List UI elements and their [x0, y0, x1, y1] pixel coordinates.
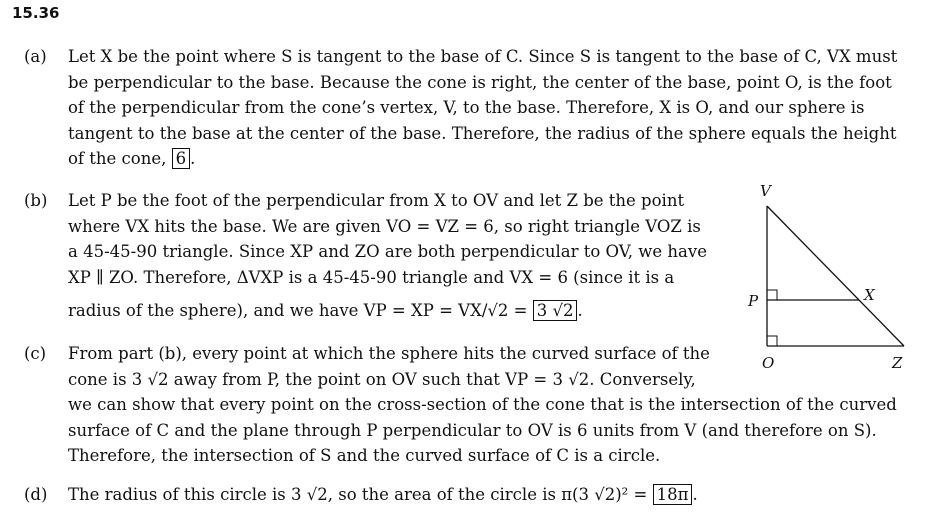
part-c-label: (c) — [24, 344, 47, 363]
part-b-line-3: a 45-45-90 triangle. Since XP and ZO are both perpendicular to OV, we have — [68, 242, 707, 262]
right-angle-marker-o — [767, 336, 777, 346]
label-z: Z — [892, 354, 903, 372]
label-o: O — [762, 354, 775, 372]
part-d-answer-box: 18π — [653, 484, 693, 505]
part-a-line-5-text: of the cone, — [68, 149, 167, 169]
part-c-line-4: surface of C and the plane through P perpendicular to OV is 6 units from V (and therefore on S). — [68, 420, 877, 440]
part-d-label: (d) — [24, 485, 48, 504]
part-c-line-5: Therefore, the intersection of S and the curved surface of C is a circle. — [68, 446, 661, 466]
right-angle-marker-p — [767, 290, 777, 300]
part-a-answer-box: 6 — [172, 148, 191, 169]
part-a-line-5: of the cone, 6 . — [68, 149, 196, 169]
label-v: V — [760, 182, 771, 200]
part-a-line-3: of the perpendicular from the cone’s vertex, V, to the base. Therefore, X is O, and our sphere is — [68, 98, 865, 118]
part-a-body — [68, 44, 897, 172]
part-c-line-1: From part (b), every point at which the sphere hits the curved surface of the — [68, 344, 710, 363]
part-c-line-3: we can show that every point on the cross-section of the cone that is the intersection of the curved — [68, 395, 897, 415]
part-a-label: (a) — [24, 47, 47, 66]
part-c-line-2: cone is 3 √2 away from P, the point on OV such that VP = 3 √2. Conversely, — [68, 369, 696, 389]
part-a-line-2: be perpendicular to the base. Because the cone is right, the center of the base, point O, is the foot — [68, 72, 892, 92]
problem-number: 15.36 — [12, 4, 60, 22]
part-b-line-5: radius of the sphere), and we have VP = XP = VX/√2 = 3 √2 . — [68, 301, 583, 321]
segment-vz — [767, 206, 904, 346]
part-a-line-4: tangent to the base at the center of the base. Therefore, the radius of the sphere equals the height — [68, 123, 897, 143]
part-a-line-1: Let X be the point where S is tangent to the base of C. Since S is tangent to the base of C, VX must — [68, 47, 898, 66]
part-b-body — [68, 188, 707, 324]
label-p: P — [748, 292, 759, 310]
part-b-line-5-text: radius of the sphere), and we have VP = XP = VX/√2 = — [68, 301, 528, 321]
part-d-line-1: The radius of this circle is 3 √2, so the area of the circle is π(3 √2)² = 18π . — [68, 485, 698, 504]
part-d-line-1-text: The radius of this circle is 3 √2, so the area of the circle is π(3 √2)² = — [68, 485, 648, 504]
part-b-line-1: Let P be the foot of the perpendicular from X to OV and let Z be the point — [68, 191, 685, 210]
cone-cross-section-diagram — [740, 178, 920, 378]
label-x: X — [864, 286, 875, 304]
part-b-label: (b) — [24, 191, 48, 210]
part-b-line-2: where VX hits the base. We are given VO = VZ = 6, so right triangle VOZ is — [68, 216, 701, 236]
part-b-answer-box: 3 √2 — [533, 300, 578, 321]
part-b-line-4: XP ∥ ZO. Therefore, ΔVXP is a 45-45-90 triangle and VX = 6 (since it is a — [68, 267, 675, 287]
part-d-body — [68, 482, 698, 508]
